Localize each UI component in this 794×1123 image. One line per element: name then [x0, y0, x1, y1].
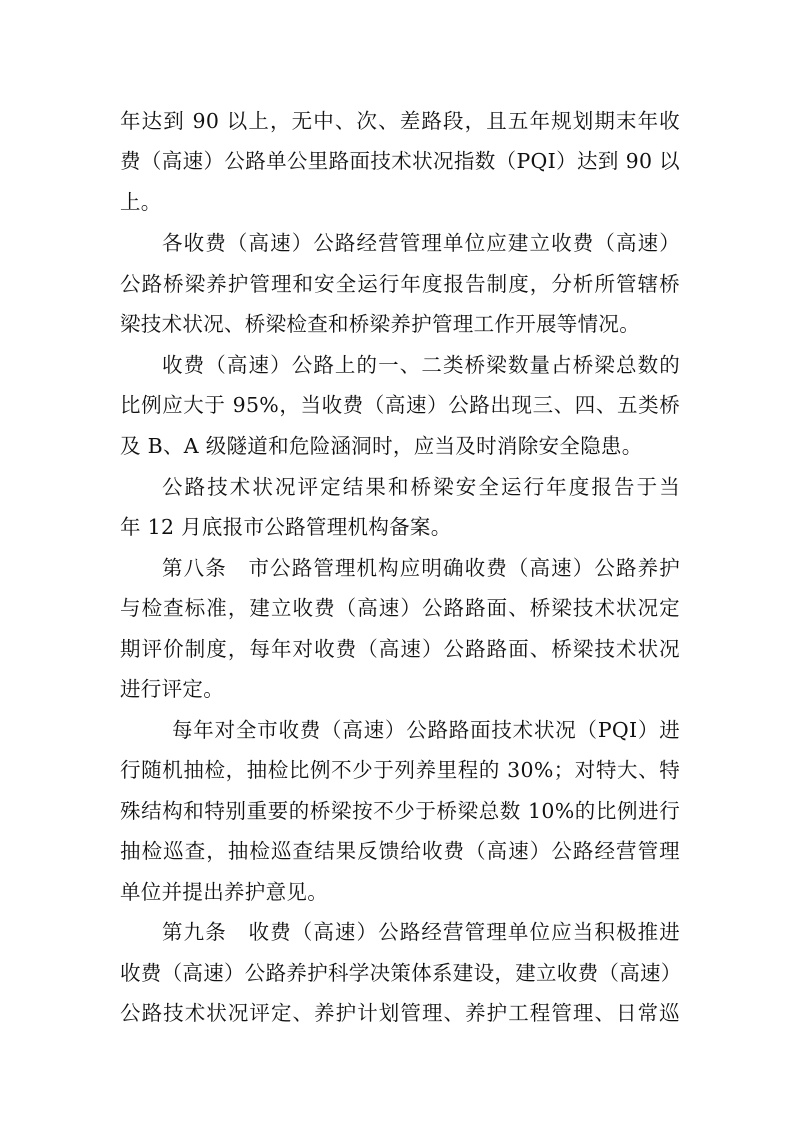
text-line: 抽检巡查，抽检巡查结果反馈给收费（高速）公路经营管理 — [120, 839, 680, 863]
paragraph-first-line: 收费（高速）公路上的一、二类桥梁数量占桥梁总数的 — [162, 353, 680, 377]
text-line: 进行评定。 — [120, 677, 224, 701]
text-line: 期评价制度，每年对收费（高速）公路路面、桥梁技术状况 — [120, 637, 680, 661]
article-8-heading-line: 第八条 市公路管理机构应明确收费（高速）公路养护 — [162, 556, 680, 580]
text-line: 费（高速）公路单公里路面技术状况指数（PQI）达到 90 以 — [120, 149, 680, 173]
text-line: 殊结构和特别重要的桥梁按不少于桥梁总数 10%的比例进行 — [120, 799, 680, 823]
text-line: 收费（高速）公路养护科学决策体系建设，建立收费（高速） — [120, 961, 682, 985]
text-line: 公路技术状况评定、养护计划管理、养护工程管理、日常巡 — [120, 1001, 680, 1025]
text-line: 梁技术状况、桥梁检查和桥梁养护管理工作开展等情况。 — [120, 312, 640, 336]
text-line: 单位并提出养护意见。 — [120, 880, 328, 904]
article-9-heading-line: 第九条 收费（高速）公路经营管理单位应当积极推进 — [162, 920, 680, 944]
paragraph-first-line: 每年对全市收费（高速）公路路面技术状况（PQI）进 — [172, 718, 680, 742]
text-line: 公路桥梁养护管理和安全运行年度报告制度，分析所管辖桥 — [120, 272, 680, 296]
text-line: 行随机抽检，抽检比例不少于列养里程的 30%；对特大、特 — [120, 758, 680, 782]
text-line: 年 12 月底报市公路管理机构备案。 — [120, 515, 452, 539]
text-line: 比例应大于 95%，当收费（高速）公路出现三、四、五类桥 — [120, 393, 680, 417]
paragraph-first-line: 公路技术状况评定结果和桥梁安全运行年度报告于当 — [162, 475, 680, 499]
text-line: 与检查标准，建立收费（高速）公路路面、桥梁技术状况定 — [120, 596, 680, 620]
text-line: 年达到 90 以上，无中、次、差路段，且五年规划期末年收 — [120, 109, 680, 133]
paragraph-first-line: 各收费（高速）公路经营管理单位应建立收费（高速） — [162, 231, 680, 255]
text-line: 上。 — [120, 190, 162, 214]
text-line: 及 B、A 级隧道和危险涵洞时，应当及时消除安全隐患。 — [120, 434, 643, 458]
